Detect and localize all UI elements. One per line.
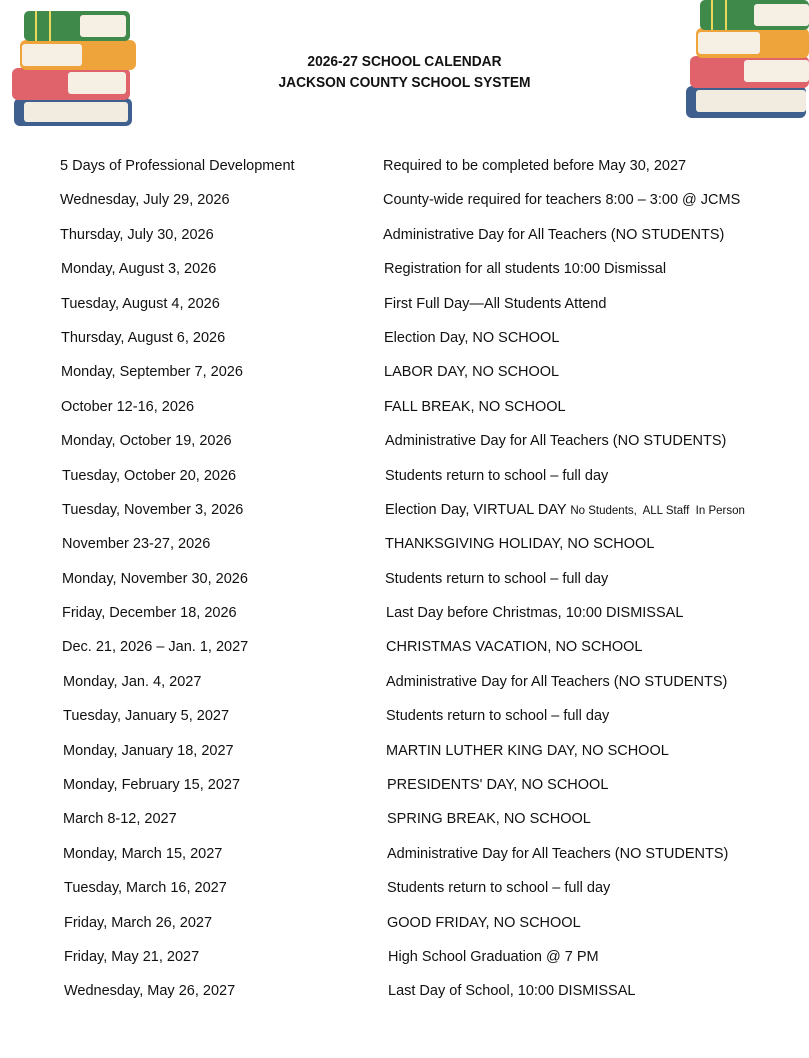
calendar-row: [0, 668, 809, 702]
event-date: Monday, February 15, 2027: [63, 777, 241, 794]
event-description: [386, 639, 642, 655]
event-date: Monday, October 19, 2026: [61, 433, 232, 450]
event-date: Monday, November 30, 2026: [62, 570, 248, 587]
event-text: Administrative Day for All Teachers (NO STUDENTS): [387, 845, 729, 862]
event-text: Last Day before Christmas, 10:00 DISMISSAL: [386, 605, 684, 622]
event-date: Monday, January 18, 2027: [63, 742, 234, 759]
event-text: Election Day, VIRTUAL DAY: [385, 501, 567, 518]
event-date: Friday, March 26, 2027: [64, 914, 213, 931]
event-date: Monday, Jan. 4, 2027: [63, 673, 202, 690]
event-description: [388, 949, 599, 965]
title-line-2: JACKSON COUNTY SCHOOL SYSTEM: [278, 75, 531, 91]
event-text: FALL BREAK, NO SCHOOL: [384, 398, 566, 415]
event-description: [387, 777, 608, 793]
calendar-row: [0, 496, 809, 530]
event-text: GOOD FRIDAY, NO SCHOOL: [387, 914, 581, 931]
event-text: Students return to school – full day: [386, 708, 610, 725]
calendar-row: [0, 840, 809, 874]
event-date: Dec. 21, 2026 – Jan. 1, 2027: [62, 639, 249, 656]
calendar-row: [0, 805, 809, 839]
event-description: [385, 536, 654, 552]
event-text: SPRING BREAK, NO SCHOOL: [387, 811, 591, 828]
event-description: [388, 983, 635, 999]
event-description: [387, 811, 591, 827]
calendar-row: [0, 290, 809, 324]
event-text: MARTIN LUTHER KING DAY, NO SCHOOL: [386, 742, 669, 759]
event-description: [385, 468, 608, 484]
title-line-1: 2026-27 SCHOOL CALENDAR: [307, 54, 502, 70]
calendar-row: [0, 427, 809, 461]
event-text: Last Day of School, 10:00 DISMISSAL: [388, 983, 636, 1000]
event-date: March 8-12, 2027: [63, 811, 177, 828]
event-date: Friday, December 18, 2026: [62, 605, 237, 622]
event-text: Students return to school – full day: [385, 467, 609, 484]
calendar-row: [0, 565, 809, 599]
event-text: LABOR DAY, NO SCHOOL: [384, 364, 560, 381]
event-text: Administrative Day for All Teachers (NO STUDENTS): [385, 433, 727, 450]
event-date: Friday, May 21, 2027: [64, 948, 200, 965]
calendar-row: [0, 530, 809, 564]
calendar-row: [0, 702, 809, 736]
event-description: [386, 743, 669, 759]
event-text: First Full Day—All Students Attend: [384, 295, 607, 312]
calendar-row: [0, 874, 809, 908]
event-date: Monday, August 3, 2026: [61, 261, 217, 278]
calendar-row: [0, 977, 809, 1011]
event-date: Wednesday, July 29, 2026: [60, 192, 230, 209]
calendar-row: [0, 255, 809, 289]
event-text: County-wide required for teachers 8:00 – 3:00 @ JCMS: [383, 192, 741, 209]
event-text: High School Graduation @ 7 PM: [388, 948, 599, 965]
event-description: [387, 846, 728, 862]
event-text: Election Day, NO SCHOOL: [384, 329, 560, 346]
calendar-row: [0, 152, 809, 186]
document-title: [0, 52, 809, 94]
calendar-row: [0, 599, 809, 633]
event-description: [384, 330, 559, 346]
event-date: October 12-16, 2026: [61, 398, 195, 415]
calendar-row: [0, 393, 809, 427]
event-note: No Students, ALL Staff In Person: [570, 504, 745, 517]
event-text: Administrative Day for All Teachers (NO STUDENTS): [383, 226, 725, 243]
event-description: [386, 605, 683, 621]
event-date: Monday, March 15, 2027: [63, 845, 223, 862]
event-description: [385, 433, 726, 449]
event-description: [384, 399, 566, 415]
event-date: Tuesday, October 20, 2026: [62, 467, 237, 484]
event-description: [384, 364, 559, 380]
event-text: Required to be completed before May 30, 2027: [383, 158, 687, 174]
event-date: 5 Days of Professional Development: [60, 158, 295, 174]
calendar-row: [0, 737, 809, 771]
event-date: November 23-27, 2026: [62, 536, 211, 553]
event-text: THANKSGIVING HOLIDAY, NO SCHOOL: [385, 536, 655, 553]
calendar-row: [0, 771, 809, 805]
event-date: Tuesday, November 3, 2026: [62, 501, 244, 518]
calendar-row: [0, 324, 809, 358]
event-date: Wednesday, May 26, 2027: [64, 983, 236, 1000]
event-description: [385, 571, 608, 587]
event-text: PRESIDENTS' DAY, NO SCHOOL: [387, 777, 609, 794]
calendar-row: [0, 221, 809, 255]
event-description: [383, 158, 686, 174]
event-text: Students return to school – full day: [385, 570, 609, 587]
calendar-row: [0, 462, 809, 496]
event-text: Students return to school – full day: [387, 880, 611, 897]
event-description: [387, 915, 581, 931]
event-description: [386, 708, 609, 724]
calendar-list: [0, 152, 809, 1012]
event-description: [387, 880, 610, 896]
event-date: Tuesday, August 4, 2026: [61, 295, 220, 312]
calendar-row: [0, 186, 809, 220]
event-text: Administrative Day for All Teachers (NO STUDENTS): [386, 673, 728, 690]
event-date: Tuesday, January 5, 2027: [63, 708, 230, 725]
event-date: Tuesday, March 16, 2027: [64, 880, 227, 897]
calendar-row: [0, 943, 809, 977]
calendar-row: [0, 633, 809, 667]
event-description: [383, 192, 740, 208]
calendar-row: [0, 909, 809, 943]
calendar-row: [0, 358, 809, 392]
event-text: Registration for all students 10:00 Dismissal: [384, 261, 667, 278]
event-description: [384, 296, 606, 312]
event-description: [383, 227, 724, 243]
event-description: [385, 502, 745, 518]
event-date: Thursday, August 6, 2026: [61, 329, 226, 346]
event-description: [384, 261, 666, 277]
event-date: Thursday, July 30, 2026: [60, 226, 214, 243]
event-date: Monday, September 7, 2026: [61, 364, 243, 381]
event-description: [386, 674, 727, 690]
event-text: CHRISTMAS VACATION, NO SCHOOL: [386, 639, 643, 656]
